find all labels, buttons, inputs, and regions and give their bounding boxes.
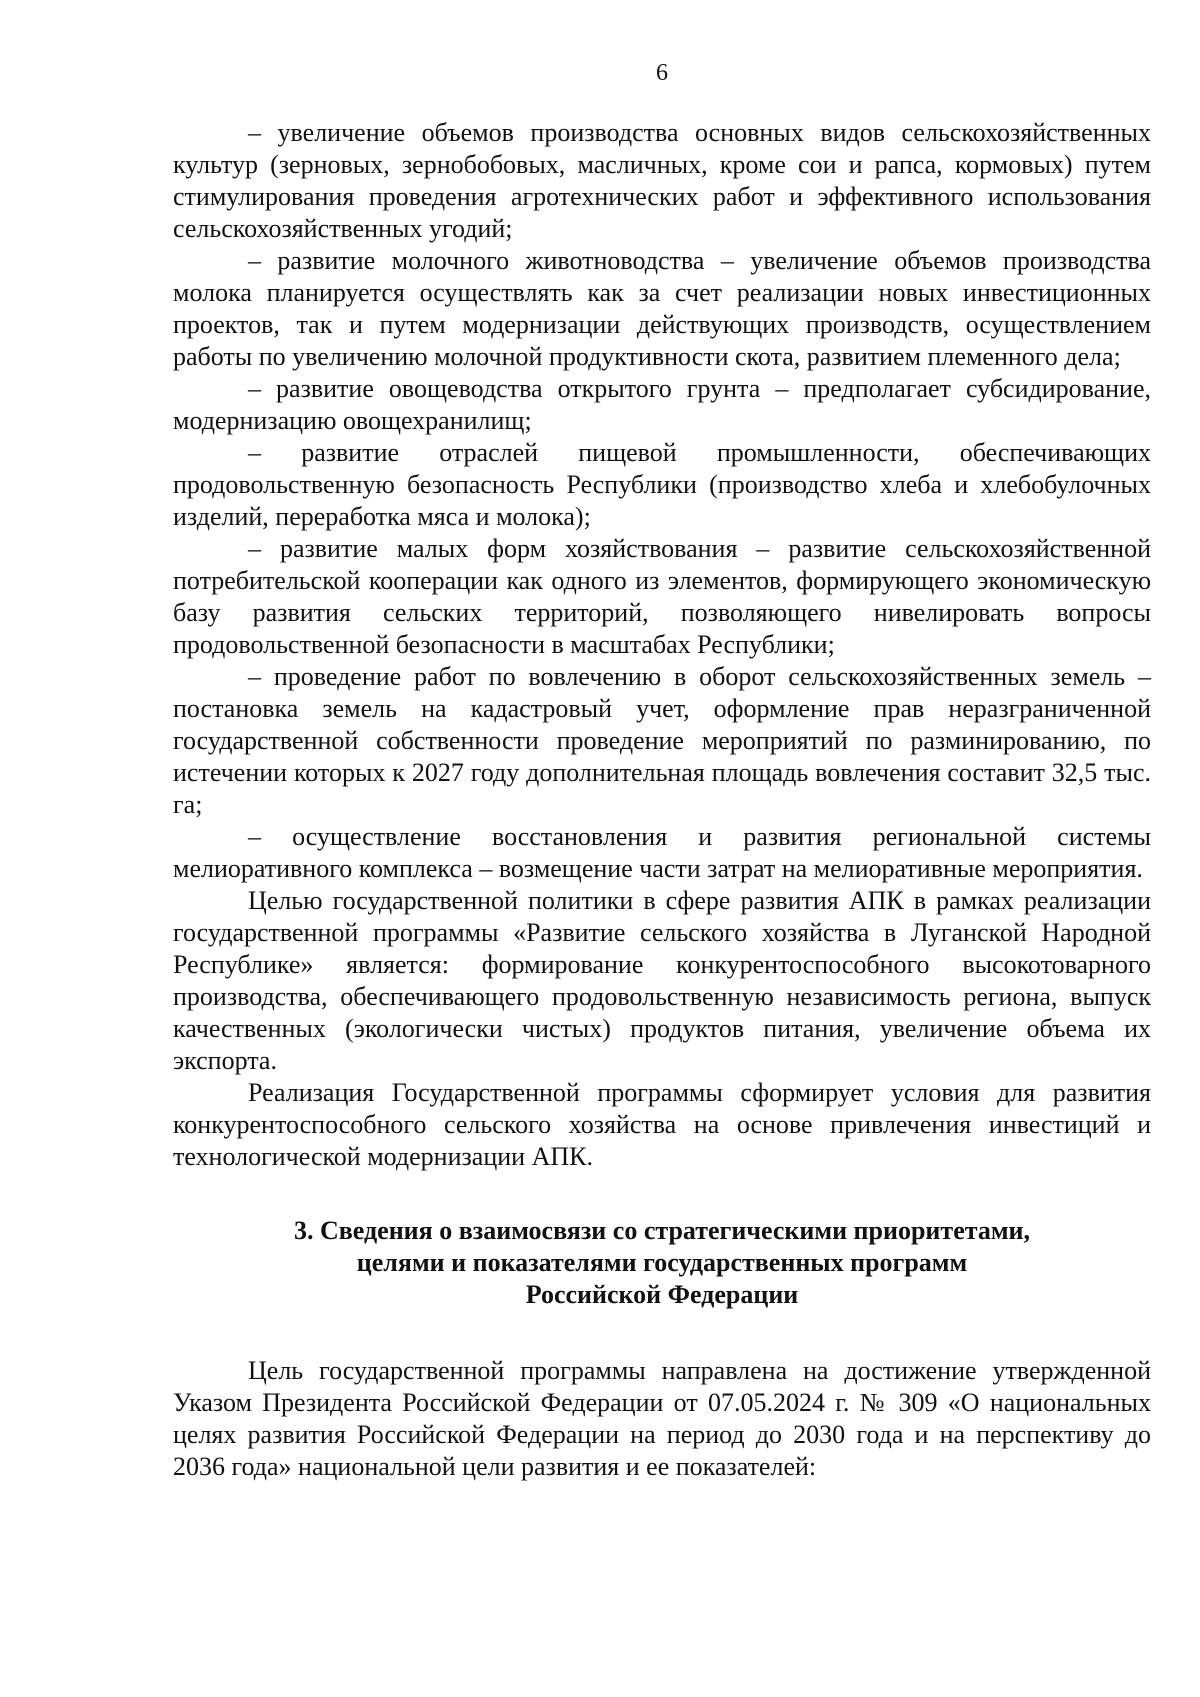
section-heading <box>173 1215 1151 1311</box>
paragraph-program-implementation: Реализация Государственной программы сформирует условия для развития конкурентоспособного сельского хозяйства на основе привлечения инвестиций и технологической модернизации АПК. <box>173 1078 1151 1171</box>
paragraph-national-goal: Цель государственной программы направлена на достижение утвержденной Указом Президента Российской Федерации от 07.05.2024 г. № 309 «О национальных целях развития Российской Федерации на период до 2030 года и на перспективу до 2036 года» национальной цели развития и ее показателей: <box>173 1356 1151 1481</box>
paragraph-food-industry: – развитие отраслей пищевой промышленности, обеспечивающих продовольственную безопасность Республики (производство хлеба и хлебобулочных изделий, переработка мяса и молока); <box>173 438 1151 531</box>
page-number: 6 <box>656 60 668 86</box>
section-heading-line: целями и показателями государственных программ <box>356 1248 968 1277</box>
document-page <box>173 0 1151 1697</box>
section-heading-line: Российской Федерации <box>525 1280 799 1309</box>
paragraph-land-reclamation: – осуществление восстановления и развития региональной системы мелиоративного комплекса – возмещение части затрат на мелиоративные мероприятия. <box>173 822 1151 883</box>
paragraph-small-farms: – развитие малых форм хозяйствования – развитие сельскохозяйственной потребительской кооперации как одного из элементов, формирующего экономическую базу развития сельских территорий, позволяющего нивелировать вопросы продовольственной безопасности в масштабах Республики; <box>173 534 1151 659</box>
document-body <box>173 117 1151 1483</box>
paragraph-crop-production: – увеличение объемов производства основных видов сельскохозяйственных культур (зерновых, зернобобовых, масличных, кроме сои и рапса, кормовых) путем стимулирования проведения агротехнических работ и эффективного использования сельскохозяйственных угодий; <box>173 118 1151 243</box>
paragraph-policy-goal: Целью государственной политики в сфере развития АПК в рамках реализации государственной программы «Развитие сельского хозяйства в Луганской Народной Республике» является: формирование конкурентоспособного высокотоварного производства, обеспечивающего продовольственную независимость региона, выпуск качественных (экологически чистых) продуктов питания, увеличение объема их экспорта. <box>173 886 1151 1075</box>
paragraph-land-involvement: – проведение работ по вовлечению в оборот сельскохозяйственных земель – постановка земель на кадастровый учет, оформление прав неразграниченной государственной собственности проведение мероприятий по разминированию, по истечении которых к 2027 году дополнительная площадь вовлечения составит 32,5 тыс. га; <box>173 662 1151 819</box>
paragraph-vegetables: – развитие овощеводства открытого грунта – предполагает субсидирование, модернизацию овощехранилищ; <box>173 374 1151 435</box>
paragraph-dairy: – развитие молочного животноводства – увеличение объемов производства молока планируется осуществлять как за счет реализации новых инвестиционных проектов, так и путем модернизации действующих производств, осуществлением работы по увеличению молочной продуктивности скота, развитием племенного дела; <box>173 246 1151 371</box>
section-heading-line: 3. Сведения о взаимосвязи со стратегическими приоритетами, <box>293 1216 1031 1245</box>
